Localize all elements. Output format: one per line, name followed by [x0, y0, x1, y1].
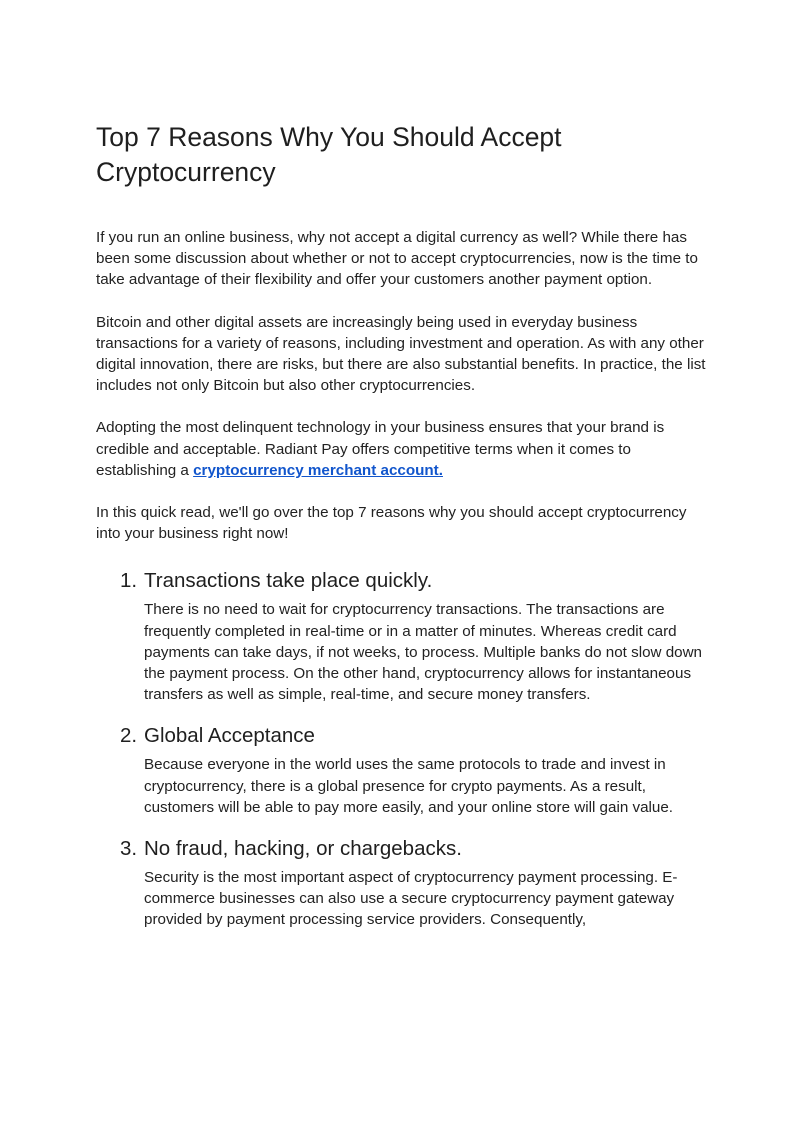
reason-heading-text: No fraud, hacking, or chargebacks. [144, 837, 462, 861]
list-item [96, 722, 706, 818]
intro-paragraph-3 [96, 417, 706, 481]
intro-paragraph-2: Bitcoin and other digital assets are increasingly being used in everyday business transactions for a variety of reasons, including investment and operation. As with any other digital innovation, there are risks, but there are also substantial benefits. In practice, the list includes not only Bitcoin but also other cryptocurrencies. [96, 313, 706, 395]
reason-body: There is no need to wait for cryptocurrency transactions. The transactions are frequently completed in real-time or in a matter of minutes. Whereas credit card payments can take days, if not weeks, to process. Multiple banks do not slow down the payment process. On the other hand, cryptocurrency allows for instantaneous transfers as well as simple, real-time, and secure money transfers. [144, 601, 703, 704]
intro-paragraph-1: If you run an online business, why not accept a digital currency as well? While there has been some discussion about whether or not to accept cryptocurrencies, now is the time to take advantage of their flexibility and offer your customers another payment option. [96, 229, 698, 289]
list-item [96, 567, 706, 705]
reason-body: Because everyone in the world uses the same protocols to trade and invest in cryptocurrency, there is a global presence for crypto payments. As a result, customers will be able to pay more easily, and your online store will gain value. [144, 756, 674, 816]
reason-body: Security is the most important aspect of cryptocurrency payment processing. E-commerce businesses can also use a secure cryptocurrency payment gateway provided by payment processing service providers. Consequently, [144, 869, 678, 929]
reason-heading [120, 567, 706, 595]
intro-paragraph-4: In this quick read, we'll go over the top 7 reasons why you should accept cryptocurrency into your business right now! [96, 504, 687, 543]
reason-heading [120, 722, 706, 750]
reason-heading-text: Transactions take place quickly. [144, 569, 433, 593]
reason-heading [120, 835, 706, 863]
reason-number: 2. [120, 724, 138, 748]
page-title: Top 7 Reasons Why You Should Accept Cryptocurrency [96, 122, 562, 187]
reason-number: 1. [120, 569, 138, 593]
document-page [96, 120, 706, 948]
reasons-list [96, 567, 706, 930]
list-item [96, 835, 706, 931]
reason-number: 3. [120, 837, 138, 861]
intro-paragraph-3-text: Adopting the most delinquent technology in your business ensures that your brand is credible and acceptable. Radiant Pay offers competitive terms when it comes to establishing a [96, 419, 665, 479]
reason-heading-text: Global Acceptance [144, 724, 315, 748]
merchant-account-link[interactable]: cryptocurrency merchant account. [193, 461, 443, 479]
